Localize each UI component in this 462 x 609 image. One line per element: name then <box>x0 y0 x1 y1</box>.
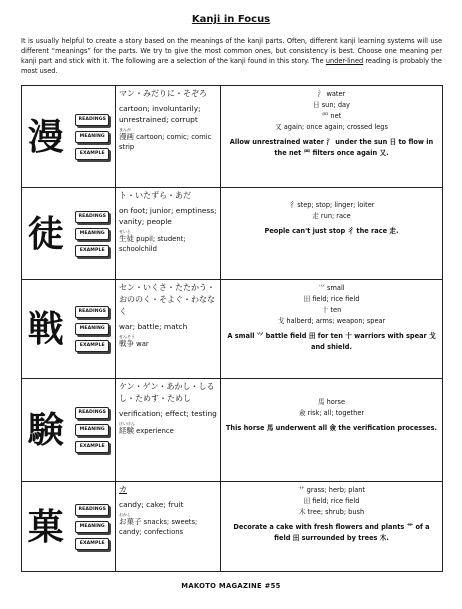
parts-cell <box>221 86 443 188</box>
kanji-cell <box>22 188 70 280</box>
kanji-part: 艹 grass; herb; plant <box>297 486 366 494</box>
label-buttons <box>70 280 116 379</box>
readings-button[interactable]: READINGS <box>75 211 109 223</box>
kanji-part: 又 again; once again; crossed legs <box>275 123 388 131</box>
readings-cell <box>116 482 221 572</box>
intro-paragraph <box>21 36 442 76</box>
kanji-part: 走 run; race <box>312 212 351 220</box>
page-title: Kanji in Focus <box>191 14 271 25</box>
example-furigana: せんそう <box>119 334 135 339</box>
readings-cell <box>116 379 221 482</box>
readings-button[interactable]: READINGS <box>75 407 109 419</box>
kanji-readings: カ <box>119 485 127 494</box>
kanji-cell <box>22 379 70 482</box>
kanji-meaning: cartoon; involuntarily; unrestrained; corrupt <box>119 104 201 124</box>
example-button[interactable]: EXAMPLE <box>75 441 109 453</box>
kanji-story: This horse 馬 underwent all 僉 the verification processes. <box>225 424 438 432</box>
readings-button[interactable]: READINGS <box>75 504 109 516</box>
readings-cell <box>116 280 221 379</box>
example-word <box>119 512 217 537</box>
example-furigana: けいけん <box>119 421 135 426</box>
meaning-button[interactable]: MEANING <box>75 424 109 436</box>
kanji-readings: ト・いたずら・あだ <box>119 191 191 200</box>
readings-cell <box>116 86 221 188</box>
readings-button[interactable]: READINGS <box>75 114 109 126</box>
example-furigana: おかし <box>119 512 131 517</box>
meaning-button[interactable]: MEANING <box>75 228 109 240</box>
kanji-readings: セン・いくさ・たたかう・おののく・そよぐ・わななく <box>119 283 215 316</box>
example-button[interactable]: EXAMPLE <box>75 538 109 550</box>
kanji-row <box>22 188 443 280</box>
kanji-part: 戈 halberd; arms; weapon; spear <box>277 317 386 325</box>
kanji-cell <box>22 280 70 379</box>
example-gloss: war <box>134 340 149 348</box>
kanji-row <box>22 482 443 572</box>
example-gloss: snacks; sweets; candy; confections <box>119 518 198 536</box>
label-buttons <box>70 379 116 482</box>
kanji-glyph: 漫 <box>27 115 64 158</box>
parts-cell <box>221 280 443 379</box>
kanji-row <box>22 280 443 379</box>
readings-cell <box>116 188 221 280</box>
label-buttons <box>70 86 116 188</box>
kanji-part: 彳 step; stop; linger; loiter <box>288 201 375 209</box>
example-gloss: experience <box>134 427 174 435</box>
kanji-part: 僉 risk; all; together <box>298 409 365 417</box>
parts-cell <box>221 188 443 280</box>
kanji-part: 田 field; rice field <box>303 497 360 505</box>
intro-text-2: reading is probably the most used. <box>21 57 442 75</box>
kanji-glyph: 菓 <box>27 505 64 548</box>
meaning-button[interactable]: MEANING <box>75 521 109 533</box>
kanji-story: A small ⺍ battle field 田 for ten 十 warriors with spear 戈 and shield. <box>227 332 436 351</box>
example-word <box>119 334 217 349</box>
kanji-part: 氵 water <box>317 90 346 98</box>
kanji-meaning: war; battle; match <box>119 322 188 331</box>
kanji-part: ⺍ small <box>318 284 345 292</box>
example-furigana: せいと <box>119 229 131 234</box>
example-button[interactable]: EXAMPLE <box>75 340 109 352</box>
kanji-glyph: 験 <box>27 409 64 451</box>
kanji-readings: ケン・ゲン・あかし・しるし・ためす・ためし <box>119 382 215 403</box>
example-word <box>119 229 217 254</box>
example-button[interactable]: EXAMPLE <box>75 148 109 160</box>
kanji-readings: マン・みだりに・そぞろ <box>119 89 207 98</box>
example-kanji: お菓子 <box>119 517 142 526</box>
example-word <box>119 127 217 152</box>
kanji-story: Allow unrestrained water 氵 under the sun 日 to flow in the net 罒 filters once again 又. <box>229 138 434 157</box>
readings-button[interactable]: READINGS <box>75 306 109 318</box>
example-kanji: 戦争 <box>119 339 134 348</box>
kanji-part: 日 sun; day <box>313 101 350 109</box>
kanji-glyph: 戦 <box>27 308 64 350</box>
kanji-meaning: candy; cake; fruit <box>119 500 184 509</box>
intro-text-1: It is usually helpful to create a story based on the meanings of the kanji parts. Often, different kanji learning systems will use different “meanings” for the parts. We try to give the most common ones, but consistency is best. Choose one meaning per kanji part and stick with it. The following are a selection of the kanji found in this story. The <box>21 37 442 65</box>
example-kanji: 経験 <box>119 426 134 435</box>
meaning-button[interactable]: MEANING <box>75 323 109 335</box>
intro-underlined-word: under-lined <box>325 57 364 65</box>
example-gloss: cartoon; comic; comic strip <box>119 133 212 151</box>
example-button[interactable]: EXAMPLE <box>75 245 109 257</box>
magazine-footer: MAKOTO MAGAZINE #55 <box>181 582 281 590</box>
example-kanji: 漫画 <box>119 132 134 141</box>
kanji-meaning: on foot; junior; emptiness; vanity; people <box>119 206 217 226</box>
kanji-part: 十 ten <box>321 306 342 314</box>
kanji-part: 田 field; rice field <box>303 295 360 303</box>
kanji-meaning: verification; effect; testing <box>119 409 217 418</box>
kanji-part: 木 tree; shrub; bush <box>298 508 365 516</box>
kanji-story: People can't just stop 彳 the race 走. <box>264 227 399 235</box>
example-furigana: まんが <box>119 127 131 132</box>
meaning-button[interactable]: MEANING <box>75 131 109 143</box>
kanji-story: Decorate a cake with fresh flowers and plants 艹 of a field 田 surrounded by trees 木. <box>233 523 430 542</box>
parts-cell <box>221 379 443 482</box>
label-buttons <box>70 482 116 572</box>
label-buttons <box>70 188 116 280</box>
kanji-part: 罒 net <box>321 112 342 120</box>
example-gloss: pupil; student; schoolchild <box>119 235 186 253</box>
example-kanji: 生徒 <box>119 234 134 243</box>
kanji-row <box>22 379 443 482</box>
parts-cell <box>221 482 443 572</box>
kanji-cell <box>22 86 70 188</box>
kanji-part: 馬 horse <box>317 398 346 406</box>
example-word <box>119 421 217 436</box>
kanji-row <box>22 86 443 188</box>
kanji-cell <box>22 482 70 572</box>
kanji-glyph: 徒 <box>27 212 64 255</box>
kanji-table <box>21 85 443 572</box>
